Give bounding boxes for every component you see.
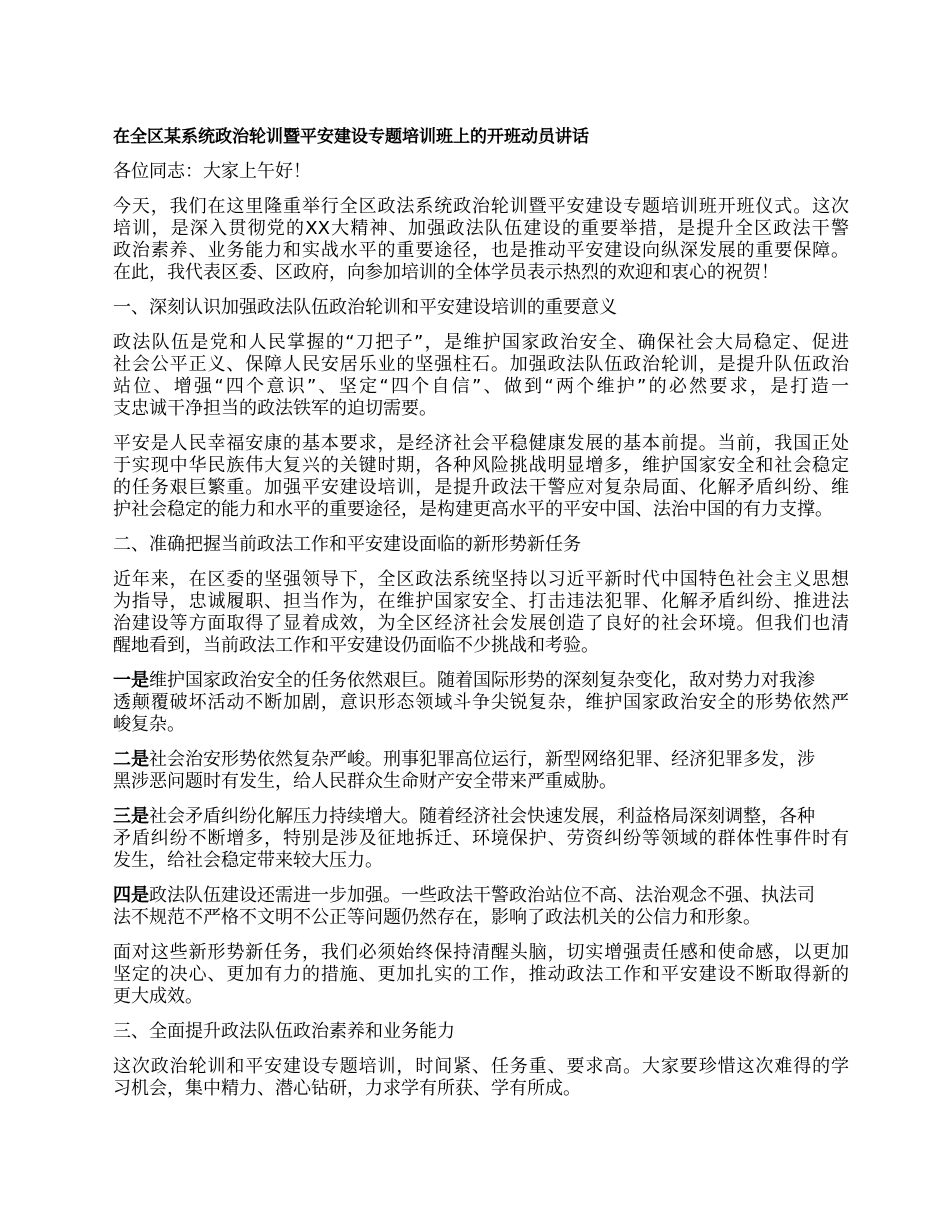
paragraph-line xyxy=(113,692,849,714)
paragraph-line xyxy=(113,986,849,1008)
paragraph-line xyxy=(113,613,849,635)
paragraph-line xyxy=(113,828,849,850)
paragraph xyxy=(113,569,849,657)
paragraph xyxy=(113,161,849,183)
line-text: 二、准确把握当前政法工作和平安建设面临的新形势新任务 xyxy=(113,534,581,555)
line-text: 峻复杂。 xyxy=(113,714,185,735)
paragraph-line xyxy=(113,942,849,964)
line-text: 维护国家政治安全的任务依然艰巨。随着国际形势的深刻复杂变化，敌对势力对我渗 xyxy=(149,670,815,691)
line-text: 在此，我代表区委、区政府，向参加培训的全体学员表示热烈的欢迎和衷心的祝贺！ xyxy=(113,262,779,283)
paragraph-line xyxy=(113,806,849,828)
paragraph-lead: 三是 xyxy=(113,806,149,827)
paragraph xyxy=(113,433,849,521)
paragraph-line xyxy=(113,1056,849,1078)
line-text: 一、深刻认识加强政法队伍政治轮训和平安建设培训的重要意义 xyxy=(113,297,617,318)
line-text: 更大成效。 xyxy=(113,986,203,1007)
line-text: 透颠覆破坏活动不断加剧，意识形态领域斗争尖锐复杂，维护国家政治安全的形势依然严 xyxy=(113,692,849,713)
line-text: 站位、增强“四个意识”、坚定“四个自信”、做到“两个维护”的必然要求，是打造一 xyxy=(113,376,849,397)
paragraph xyxy=(113,749,849,793)
line-text: 政法队伍建设还需进一步加强。一些政法干警政治站位不高、法治观念不强、执法司 xyxy=(149,885,815,906)
paragraph-lead: 一是 xyxy=(113,670,149,691)
line-text: 政治素养、业务能力和实战水平的重要途径，也是推动平安建设向纵深发展的重要保障。 xyxy=(113,240,849,261)
line-text: 护社会稳定的能力和水平的重要途径，是构建更高水平的平安中国、法治中国的有力支撑。 xyxy=(113,499,833,520)
paragraph-line xyxy=(113,771,849,793)
paragraph-line xyxy=(113,332,849,354)
line-text: 支忠诚干净担当的政法铁军的迫切需要。 xyxy=(113,398,437,419)
document-title: 在全区某系统政治轮训暨平安建设专题培训班上的开班动员讲话 xyxy=(113,127,589,147)
line-text: 三、全面提升政法队伍政治素养和业务能力 xyxy=(113,1021,455,1042)
paragraph-line xyxy=(113,534,849,556)
paragraph xyxy=(113,534,849,556)
paragraph-line xyxy=(113,297,849,319)
line-text: 黑涉恶问题时有发生，给人民群众生命财产安全带来严重威胁。 xyxy=(113,771,617,792)
line-text: 治建设等方面取得了显着成效，为全区经济社会发展创造了良好的社会环境。但我们也清 xyxy=(113,613,849,634)
paragraph xyxy=(113,1021,849,1043)
paragraph-line xyxy=(113,591,849,613)
line-text: 这次政治轮训和平安建设专题培训，时间紧、任务重、要求高。大家要珍惜这次难得的学 xyxy=(113,1056,849,1077)
paragraph-lead: 二是 xyxy=(113,749,149,770)
paragraph-line xyxy=(113,670,849,692)
paragraph-line xyxy=(113,749,849,771)
paragraph xyxy=(113,196,849,284)
paragraph-line xyxy=(113,196,849,218)
paragraph-line xyxy=(113,1021,849,1043)
document-page xyxy=(113,126,849,1113)
paragraph-line xyxy=(113,477,849,499)
line-text: 社会治安形势依然复杂严峻。刑事犯罪高位运行，新型网络犯罪、经济犯罪多发，涉 xyxy=(149,749,815,770)
paragraph xyxy=(113,297,849,319)
line-text: 平安是人民幸福安康的基本要求，是经济社会平稳健康发展的基本前提。当前，我国正处 xyxy=(113,433,849,454)
paragraph-line xyxy=(113,635,849,657)
paragraph-line xyxy=(113,262,849,284)
line-text: 今天，我们在这里隆重举行全区政法系统政治轮训暨平安建设专题培训班开班仪式。这次 xyxy=(113,196,849,217)
document-body xyxy=(113,161,849,1100)
paragraph xyxy=(113,942,849,1008)
line-text: 醒地看到，当前政法工作和平安建设仍面临不少挑战和考验。 xyxy=(113,635,599,656)
line-text: 习机会，集中精力、潜心钻研，力求学有所获、学有所成。 xyxy=(113,1078,581,1099)
line-text: 各位同志：大家上午好！ xyxy=(113,161,311,182)
line-text: 培训，是深入贯彻党的XX大精神、加强政法队伍建设的重要举措，是提升全区政法干警 xyxy=(113,218,849,239)
line-text: 于实现中华民族伟大复兴的关键时期，各种风险挑战明显增多，维护国家安全和社会稳定 xyxy=(113,455,849,476)
line-text: 社会公平正义、保障人民安居乐业的坚强柱石。加强政法队伍政治轮训，是提升队伍政治 xyxy=(113,354,849,375)
line-text: 为指导，忠诚履职、担当作为，在维护国家安全、打击违法犯罪、化解矛盾纠纷、推进法 xyxy=(113,591,849,612)
paragraph-line xyxy=(113,714,849,736)
paragraph-lead: 四是 xyxy=(113,885,149,906)
line-text: 政法队伍是党和人民掌握的“刀把子”，是维护国家政治安全、确保社会大局稳定、促进 xyxy=(113,332,849,353)
paragraph-line xyxy=(113,433,849,455)
paragraph-line xyxy=(113,499,849,521)
line-text: 社会矛盾纠纷化解压力持续增大。随着经济社会快速发展，利益格局深刻调整，各种 xyxy=(149,806,815,827)
paragraph-line xyxy=(113,850,849,872)
line-text: 矛盾纠纷不断增多，特别是涉及征地拆迁、环境保护、劳资纠纷等领域的群体性事件时有 xyxy=(113,828,849,849)
paragraph xyxy=(113,885,849,929)
paragraph-line xyxy=(113,964,849,986)
paragraph-line xyxy=(113,354,849,376)
paragraph-line xyxy=(113,455,849,477)
paragraph-line xyxy=(113,376,849,398)
line-text: 近年来，在区委的坚强领导下，全区政法系统坚持以习近平新时代中国特色社会主义思想 xyxy=(113,569,849,590)
paragraph-line xyxy=(113,885,849,907)
line-text: 发生，给社会稳定带来较大压力。 xyxy=(113,850,383,871)
line-text: 面对这些新形势新任务，我们必须始终保持清醒头脑，切实增强责任感和使命感，以更加 xyxy=(113,942,849,963)
paragraph xyxy=(113,1056,849,1100)
line-text: 法不规范不严格不文明不公正等问题仍然存在，影响了政法机关的公信力和形象。 xyxy=(113,907,761,928)
paragraph-line xyxy=(113,218,849,240)
paragraph-line xyxy=(113,161,849,183)
line-text: 坚定的决心、更加有力的措施、更加扎实的工作，推动政法工作和平安建设不断取得新的 xyxy=(113,964,849,985)
paragraph-line xyxy=(113,907,849,929)
paragraph xyxy=(113,670,849,736)
paragraph-line xyxy=(113,398,849,420)
paragraph-line xyxy=(113,1078,849,1100)
paragraph-line xyxy=(113,240,849,262)
paragraph xyxy=(113,806,849,872)
paragraph xyxy=(113,332,849,420)
paragraph-line xyxy=(113,569,849,591)
line-text: 的任务艰巨繁重。加强平安建设培训，是提升政法干警应对复杂局面、化解矛盾纠纷、维 xyxy=(113,477,849,498)
